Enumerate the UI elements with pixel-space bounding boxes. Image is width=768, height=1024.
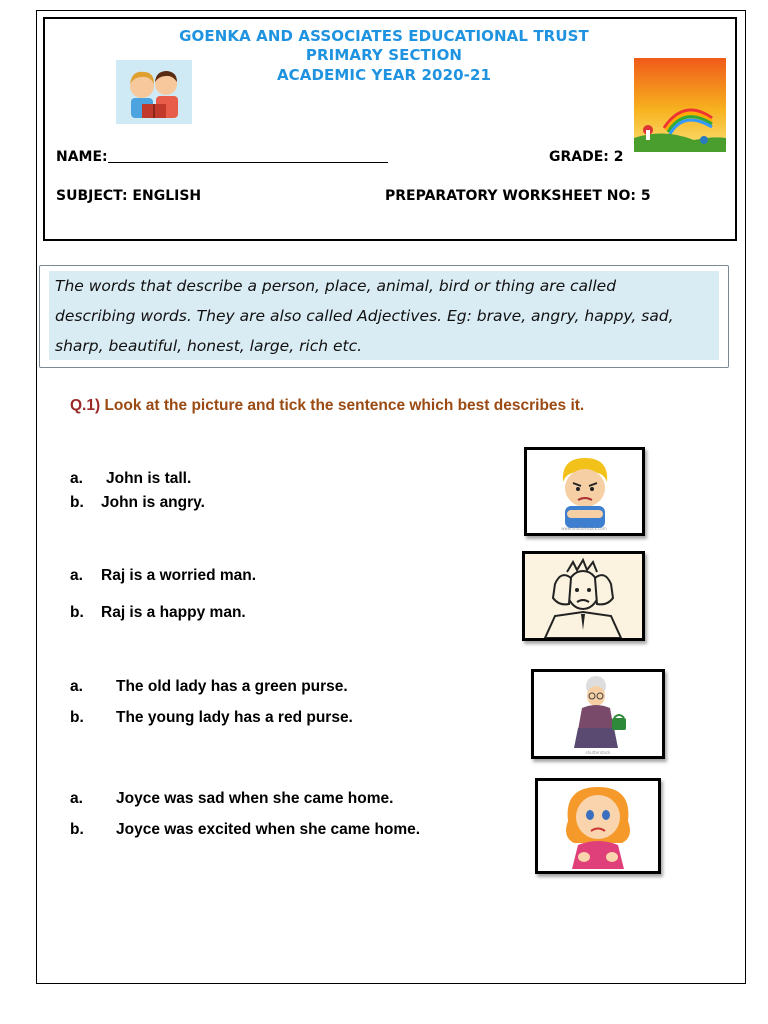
svg-text:www.shutterstock.com: www.shutterstock.com xyxy=(561,526,607,531)
angry-boy-picture xyxy=(524,447,645,536)
old-lady-picture xyxy=(531,669,665,759)
grade-label: GRADE: 2 xyxy=(549,149,624,165)
landscape-image xyxy=(634,58,726,152)
question-text: Look at the picture and tick the sentence which best describes it. xyxy=(104,397,585,414)
kids-reading-image xyxy=(116,60,192,124)
option-letter: b. xyxy=(70,821,84,838)
question-heading xyxy=(70,397,584,415)
school-name: GOENKA AND ASSOCIATES EDUCATIONAL TRUST xyxy=(179,27,589,45)
option-text: The young lady has a red purse. xyxy=(116,709,353,726)
option-text: John is angry. xyxy=(101,494,205,511)
option-4a[interactable] xyxy=(70,790,393,808)
option-letter: b. xyxy=(70,709,84,726)
academic-year: ACADEMIC YEAR 2020-21 xyxy=(276,66,492,84)
option-letter: a. xyxy=(70,567,83,584)
definition-line: The words that describe a person, place, animal, bird or thing are called xyxy=(55,277,617,295)
option-3b[interactable] xyxy=(70,709,353,727)
option-1a[interactable] xyxy=(70,470,191,488)
option-letter: b. xyxy=(70,604,84,621)
option-text: Raj is a happy man. xyxy=(101,604,246,621)
option-1b[interactable] xyxy=(70,494,205,512)
definition-text xyxy=(55,271,715,361)
option-letter: a. xyxy=(70,470,83,487)
option-letter: a. xyxy=(70,678,83,695)
question-number: Q.1) xyxy=(70,397,101,414)
worksheet-number: PREPARATORY WORKSHEET NO: 5 xyxy=(385,188,651,204)
option-4b[interactable] xyxy=(70,821,420,839)
section-title: PRIMARY SECTION xyxy=(305,46,463,64)
option-text: The old lady has a green purse. xyxy=(116,678,348,695)
option-text: John is tall. xyxy=(106,470,192,487)
sad-girl-picture xyxy=(535,778,661,874)
option-3a[interactable] xyxy=(70,678,348,696)
definition-line: sharp, beautiful, honest, large, rich etc. xyxy=(55,337,363,355)
worried-man-picture xyxy=(522,551,645,641)
option-2b[interactable] xyxy=(70,604,246,622)
option-letter: b. xyxy=(70,494,84,511)
subject-label: SUBJECT: ENGLISH xyxy=(56,188,202,204)
option-letter: a. xyxy=(70,790,83,807)
svg-text:shutterstock: shutterstock xyxy=(585,750,611,755)
option-text: Raj is a worried man. xyxy=(101,567,257,584)
option-text: Joyce was sad when she came home. xyxy=(116,790,394,807)
name-blank-line[interactable] xyxy=(108,162,388,163)
option-text: Joyce was excited when she came home. xyxy=(116,821,421,838)
name-label: NAME: xyxy=(56,149,108,165)
option-2a[interactable] xyxy=(70,567,256,585)
definition-line: describing words. They are also called Adjectives. Eg: brave, angry, happy, sad, xyxy=(55,307,674,325)
